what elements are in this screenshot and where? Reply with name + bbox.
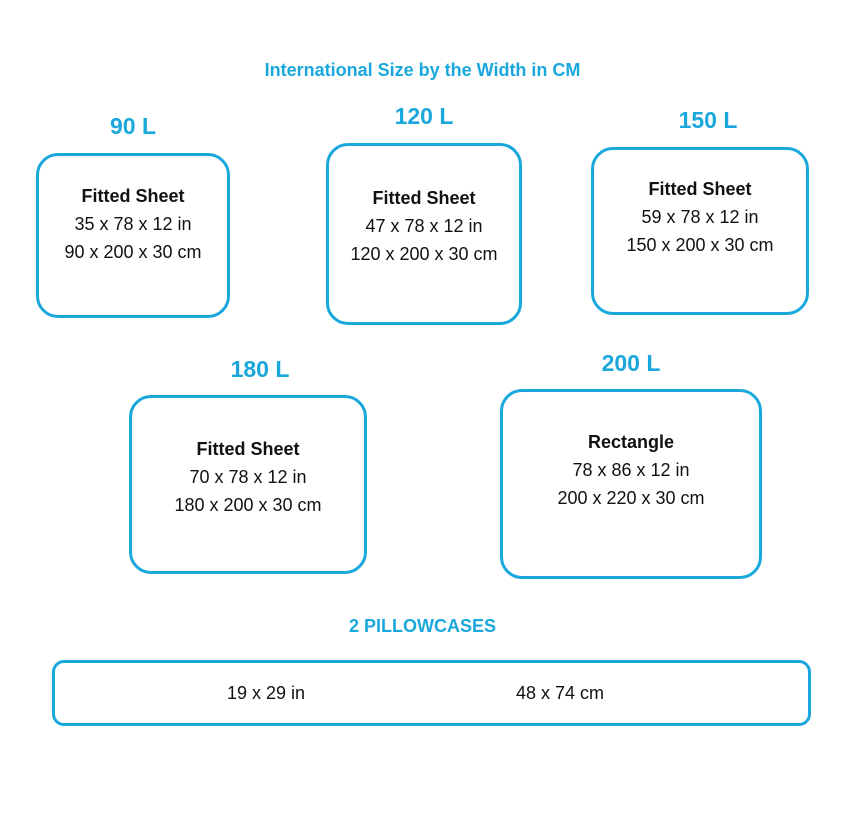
size-label-90: 90 L: [109, 113, 157, 139]
pillowcases-cm: 48 x 74 cm: [516, 683, 605, 703]
card-type: Fitted Sheet: [372, 188, 476, 208]
card-inches: 70 x 78 x 12 in: [189, 467, 307, 487]
card-inches: 47 x 78 x 12 in: [365, 216, 483, 236]
card-cm: 200 x 220 x 30 cm: [557, 488, 705, 508]
size-card-150: [591, 147, 809, 315]
size-label-150: 150 L: [678, 107, 738, 133]
card-cm: 120 x 200 x 30 cm: [350, 244, 498, 264]
page-title: International Size by the Width in CM: [264, 60, 581, 80]
card-cm: 90 x 200 x 30 cm: [64, 242, 202, 262]
card-inches: 35 x 78 x 12 in: [74, 214, 192, 234]
card-type: Rectangle: [587, 432, 675, 452]
card-cm: 180 x 200 x 30 cm: [174, 495, 322, 515]
card-cm: 150 x 200 x 30 cm: [626, 235, 774, 255]
size-card-90: [36, 153, 230, 318]
pillowcases-inches: 19 x 29 in: [227, 683, 306, 703]
card-type: Fitted Sheet: [648, 179, 752, 199]
pillowcases-title: 2 PILLOWCASES: [348, 616, 496, 636]
pillowcases-box: [52, 660, 811, 726]
card-type: Fitted Sheet: [81, 186, 185, 206]
size-card-120: [326, 143, 522, 325]
size-label-200: 200 L: [601, 350, 661, 376]
size-label-120: 120 L: [394, 103, 454, 129]
size-card-200: [500, 389, 762, 579]
size-label-180: 180 L: [230, 356, 290, 382]
card-inches: 78 x 86 x 12 in: [572, 460, 690, 480]
card-inches: 59 x 78 x 12 in: [641, 207, 759, 227]
card-type: Fitted Sheet: [196, 439, 300, 459]
size-card-180: [129, 395, 367, 574]
